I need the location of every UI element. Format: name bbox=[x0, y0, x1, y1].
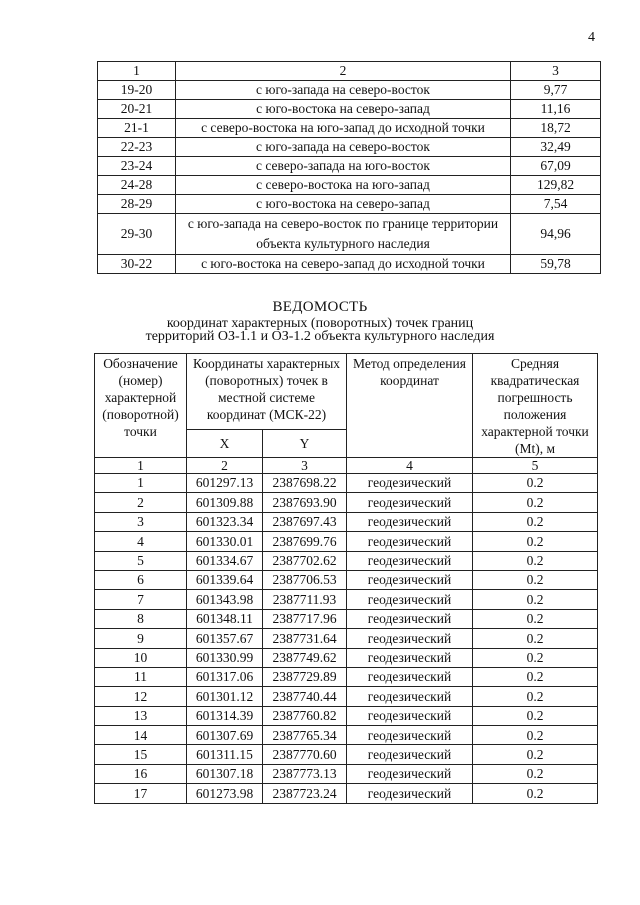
y-coordinate-cell: 2387698.22 bbox=[263, 474, 347, 493]
point-number-cell: 10 bbox=[95, 648, 187, 667]
length-cell: 67,09 bbox=[511, 157, 601, 176]
x-coordinate-cell: 601307.69 bbox=[187, 726, 263, 745]
table-row bbox=[95, 726, 598, 745]
table-header-row bbox=[95, 354, 598, 430]
method-cell: геодезический bbox=[347, 629, 473, 648]
x-coordinate-cell: 601317.06 bbox=[187, 667, 263, 686]
column-number: 3 bbox=[511, 62, 601, 81]
y-coordinate-cell: 2387740.44 bbox=[263, 687, 347, 706]
table-row bbox=[95, 706, 598, 725]
table-row bbox=[95, 629, 598, 648]
table-row bbox=[98, 214, 601, 255]
method-cell: геодезический bbox=[347, 726, 473, 745]
x-coordinate-cell: 601314.39 bbox=[187, 706, 263, 725]
point-number-cell: 1 bbox=[95, 474, 187, 493]
segment-cell: 29-30 bbox=[98, 214, 176, 255]
table-row bbox=[95, 687, 598, 706]
direction-cell: с юго-востока на северо-запад bbox=[176, 100, 511, 119]
error-cell: 0.2 bbox=[473, 570, 598, 589]
length-cell: 94,96 bbox=[511, 214, 601, 255]
y-coordinate-cell: 2387697.43 bbox=[263, 512, 347, 531]
y-coordinate-cell: 2387711.93 bbox=[263, 590, 347, 609]
table-row bbox=[95, 609, 598, 628]
point-number-cell: 17 bbox=[95, 784, 187, 803]
method-cell: геодезический bbox=[347, 687, 473, 706]
x-coordinate-cell: 601330.99 bbox=[187, 648, 263, 667]
method-header: Метод определения координат bbox=[347, 354, 473, 458]
document-subtitle: координат характерных (поворотных) точек границ bbox=[166, 316, 474, 331]
error-cell: 0.2 bbox=[473, 706, 598, 725]
error-cell: 0.2 bbox=[473, 609, 598, 628]
coordinates-table bbox=[94, 353, 598, 804]
segment-cell: 23-24 bbox=[98, 157, 176, 176]
y-coordinate-cell: 2387729.89 bbox=[263, 667, 347, 686]
table-row bbox=[95, 784, 598, 803]
method-cell: геодезический bbox=[347, 764, 473, 783]
boundary-segments-table bbox=[97, 61, 601, 274]
point-number-cell: 6 bbox=[95, 570, 187, 589]
table-row bbox=[95, 648, 598, 667]
error-cell: 0.2 bbox=[473, 764, 598, 783]
point-number-cell: 9 bbox=[95, 629, 187, 648]
direction-cell: с юго-востока на северо-запад bbox=[176, 195, 511, 214]
y-coordinate-cell: 2387717.96 bbox=[263, 609, 347, 628]
x-coordinate-cell: 601301.12 bbox=[187, 687, 263, 706]
x-coordinate-cell: 601323.34 bbox=[187, 512, 263, 531]
x-coordinate-cell: 601343.98 bbox=[187, 590, 263, 609]
method-cell: геодезический bbox=[347, 784, 473, 803]
x-coordinate-cell: 601339.64 bbox=[187, 570, 263, 589]
column-number: 5 bbox=[473, 458, 598, 474]
error-cell: 0.2 bbox=[473, 532, 598, 551]
document-subtitle-2: территорий ОЗ-1.1 и ОЗ-1.2 объекта культурного наследия bbox=[145, 329, 495, 344]
length-cell: 7,54 bbox=[511, 195, 601, 214]
method-cell: геодезический bbox=[347, 493, 473, 512]
point-number-cell: 3 bbox=[95, 512, 187, 531]
segment-cell: 24-28 bbox=[98, 176, 176, 195]
x-coordinate-cell: 601307.18 bbox=[187, 764, 263, 783]
y-header: Y bbox=[263, 429, 347, 457]
table-row bbox=[98, 100, 601, 119]
point-number-cell: 5 bbox=[95, 551, 187, 570]
error-cell: 0.2 bbox=[473, 493, 598, 512]
method-cell: геодезический bbox=[347, 648, 473, 667]
table-row bbox=[95, 474, 598, 493]
column-number: 2 bbox=[176, 62, 511, 81]
error-cell: 0.2 bbox=[473, 590, 598, 609]
error-cell: 0.2 bbox=[473, 512, 598, 531]
direction-cell: с юго-запада на северо-восток по границе территории объекта культурного наследия bbox=[176, 214, 511, 255]
segment-cell: 21-1 bbox=[98, 119, 176, 138]
error-cell: 0.2 bbox=[473, 784, 598, 803]
method-cell: геодезический bbox=[347, 474, 473, 493]
y-coordinate-cell: 2387706.53 bbox=[263, 570, 347, 589]
error-header: Средняя квадратическая погрешность положения характерной точки (Mt), м bbox=[473, 354, 598, 458]
x-coordinate-cell: 601330.01 bbox=[187, 532, 263, 551]
table-row bbox=[98, 138, 601, 157]
column-number: 2 bbox=[187, 458, 263, 474]
error-cell: 0.2 bbox=[473, 474, 598, 493]
error-cell: 0.2 bbox=[473, 667, 598, 686]
method-cell: геодезический bbox=[347, 512, 473, 531]
length-cell: 9,77 bbox=[511, 81, 601, 100]
segment-cell: 19-20 bbox=[98, 81, 176, 100]
designation-header: Обозначение (номер) характерной (поворотной) точки bbox=[95, 354, 187, 458]
table-row bbox=[95, 570, 598, 589]
table-row bbox=[98, 195, 601, 214]
direction-cell: с северо-запада на юго-восток bbox=[176, 157, 511, 176]
table-row bbox=[98, 176, 601, 195]
length-cell: 32,49 bbox=[511, 138, 601, 157]
length-cell: 18,72 bbox=[511, 119, 601, 138]
x-coordinate-cell: 601334.67 bbox=[187, 551, 263, 570]
error-cell: 0.2 bbox=[473, 745, 598, 764]
table-row bbox=[98, 81, 601, 100]
y-coordinate-cell: 2387773.13 bbox=[263, 764, 347, 783]
point-number-cell: 15 bbox=[95, 745, 187, 764]
method-cell: геодезический bbox=[347, 551, 473, 570]
x-coordinate-cell: 601311.15 bbox=[187, 745, 263, 764]
table-row bbox=[95, 512, 598, 531]
x-coordinate-cell: 601273.98 bbox=[187, 784, 263, 803]
y-coordinate-cell: 2387770.60 bbox=[263, 745, 347, 764]
method-cell: геодезический bbox=[347, 609, 473, 628]
direction-cell: с юго-запада на северо-восток bbox=[176, 81, 511, 100]
table-row bbox=[98, 119, 601, 138]
y-coordinate-cell: 2387693.90 bbox=[263, 493, 347, 512]
y-coordinate-cell: 2387731.64 bbox=[263, 629, 347, 648]
table-row bbox=[95, 590, 598, 609]
point-number-cell: 8 bbox=[95, 609, 187, 628]
length-cell: 59,78 bbox=[511, 255, 601, 274]
segment-cell: 28-29 bbox=[98, 195, 176, 214]
column-number: 1 bbox=[95, 458, 187, 474]
table-header-row bbox=[98, 62, 601, 81]
error-cell: 0.2 bbox=[473, 551, 598, 570]
table-row bbox=[98, 157, 601, 176]
direction-cell: с юго-востока на северо-запад до исходной точки bbox=[176, 255, 511, 274]
segment-cell: 20-21 bbox=[98, 100, 176, 119]
error-cell: 0.2 bbox=[473, 629, 598, 648]
y-coordinate-cell: 2387760.82 bbox=[263, 706, 347, 725]
direction-cell: с юго-запада на северо-восток bbox=[176, 138, 511, 157]
y-coordinate-cell: 2387702.62 bbox=[263, 551, 347, 570]
point-number-cell: 13 bbox=[95, 706, 187, 725]
x-coordinate-cell: 601309.88 bbox=[187, 493, 263, 512]
method-cell: геодезический bbox=[347, 667, 473, 686]
point-number-cell: 11 bbox=[95, 667, 187, 686]
method-cell: геодезический bbox=[347, 706, 473, 725]
error-cell: 0.2 bbox=[473, 648, 598, 667]
point-number-cell: 14 bbox=[95, 726, 187, 745]
table-row bbox=[95, 667, 598, 686]
table-row bbox=[95, 745, 598, 764]
method-cell: геодезический bbox=[347, 570, 473, 589]
x-coordinate-cell: 601297.13 bbox=[187, 474, 263, 493]
point-number-cell: 4 bbox=[95, 532, 187, 551]
y-coordinate-cell: 2387723.24 bbox=[263, 784, 347, 803]
y-coordinate-cell: 2387699.76 bbox=[263, 532, 347, 551]
method-cell: геодезический bbox=[347, 590, 473, 609]
error-cell: 0.2 bbox=[473, 687, 598, 706]
length-cell: 129,82 bbox=[511, 176, 601, 195]
x-coordinate-cell: 601357.67 bbox=[187, 629, 263, 648]
y-coordinate-cell: 2387765.34 bbox=[263, 726, 347, 745]
table-row bbox=[95, 532, 598, 551]
direction-cell: с северо-востока на юго-запад bbox=[176, 176, 511, 195]
column-number: 3 bbox=[263, 458, 347, 474]
segment-cell: 22-23 bbox=[98, 138, 176, 157]
x-coordinate-cell: 601348.11 bbox=[187, 609, 263, 628]
x-header: X bbox=[187, 429, 263, 457]
point-number-cell: 16 bbox=[95, 764, 187, 783]
page-number: 4 bbox=[588, 30, 595, 45]
y-coordinate-cell: 2387749.62 bbox=[263, 648, 347, 667]
method-cell: геодезический bbox=[347, 745, 473, 764]
column-number: 1 bbox=[98, 62, 176, 81]
table-row bbox=[95, 493, 598, 512]
table-row bbox=[98, 255, 601, 274]
length-cell: 11,16 bbox=[511, 100, 601, 119]
point-number-cell: 12 bbox=[95, 687, 187, 706]
column-number: 4 bbox=[347, 458, 473, 474]
table-row bbox=[95, 551, 598, 570]
table-row bbox=[95, 764, 598, 783]
column-number-row bbox=[95, 458, 598, 474]
document-title: ВЕДОМОСТЬ bbox=[272, 299, 368, 315]
segment-cell: 30-22 bbox=[98, 255, 176, 274]
point-number-cell: 2 bbox=[95, 493, 187, 512]
coordinates-header: Координаты характерных (поворотных) точек в местной системе координат (МСК-22) bbox=[187, 354, 347, 430]
method-cell: геодезический bbox=[347, 532, 473, 551]
point-number-cell: 7 bbox=[95, 590, 187, 609]
direction-cell: с северо-востока на юго-запад до исходной точки bbox=[176, 119, 511, 138]
error-cell: 0.2 bbox=[473, 726, 598, 745]
